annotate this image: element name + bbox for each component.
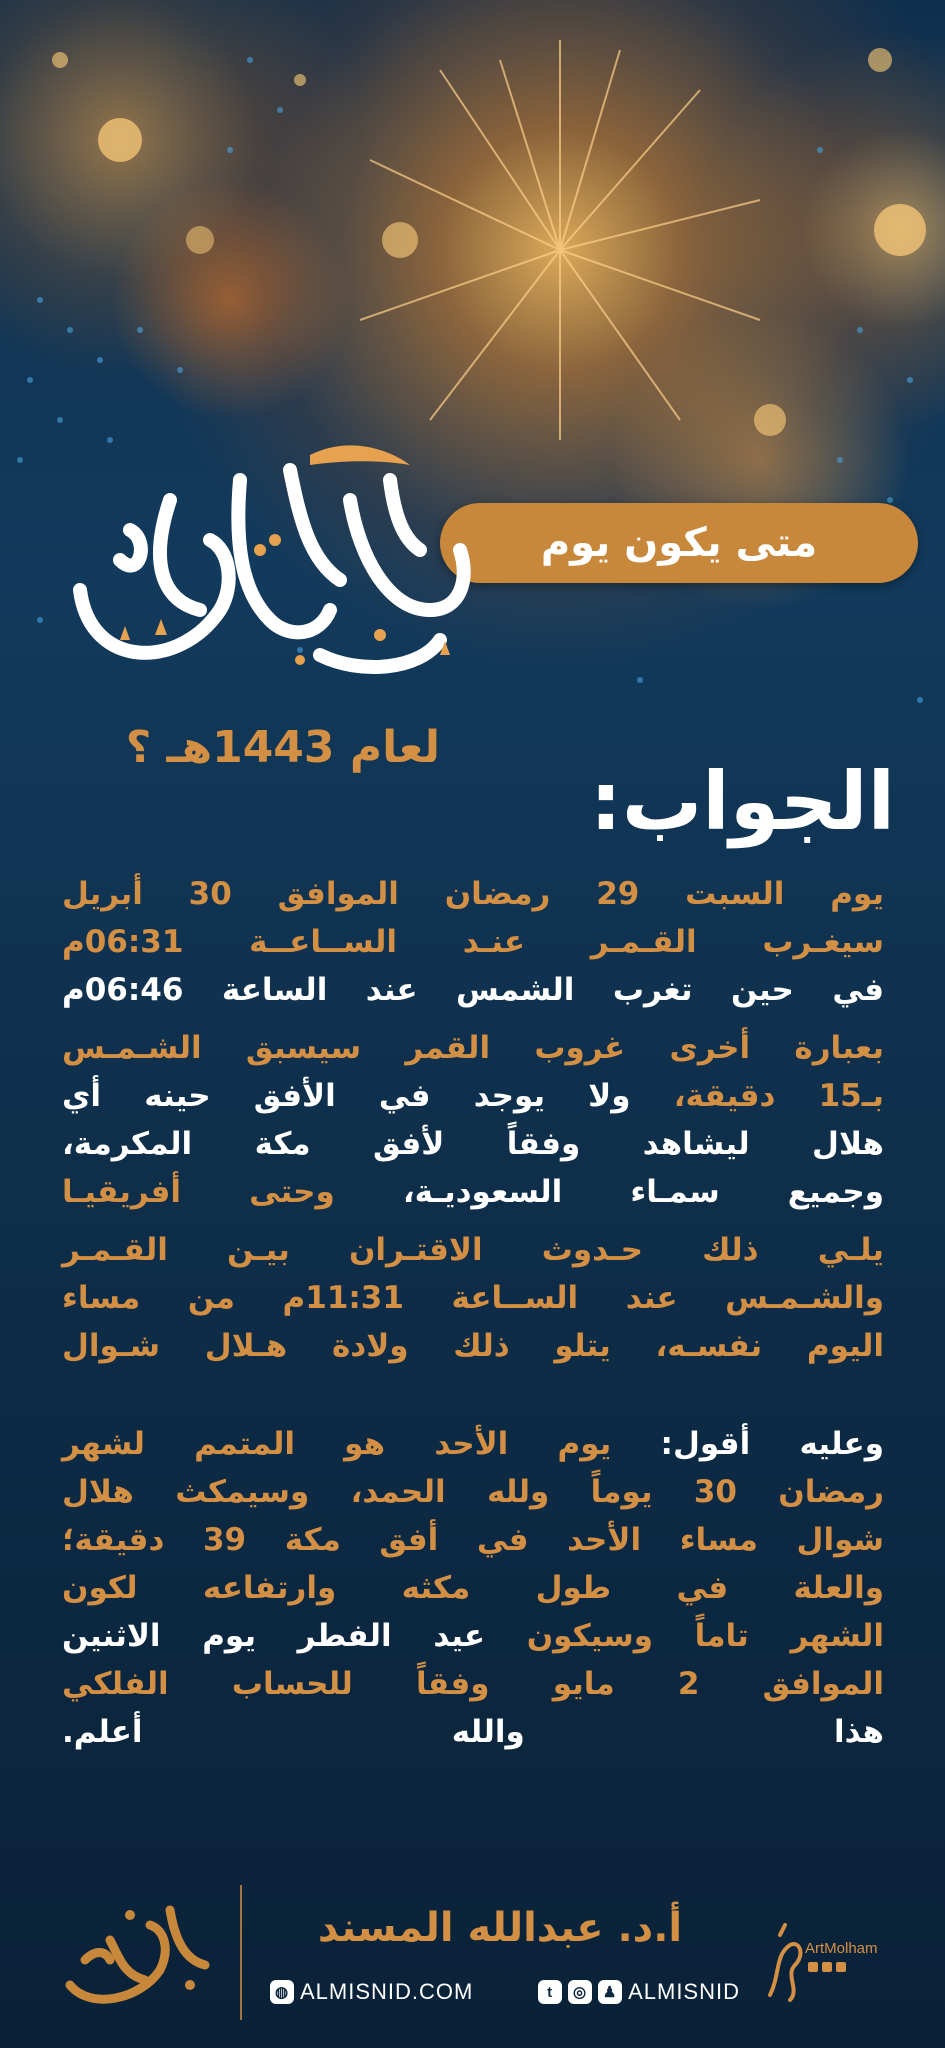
website-link[interactable] — [270, 1979, 473, 2005]
answer-text-segment: وحتى أفريقيـا — [62, 1174, 335, 1210]
answer-line — [62, 1168, 884, 1216]
paragraph-gap — [62, 1014, 884, 1024]
artmolham-social-icons — [808, 1962, 846, 1972]
answer-line — [62, 1226, 884, 1274]
answer-paragraph — [62, 1024, 884, 1216]
instagram-icon — [822, 1962, 832, 1972]
answer-text-segment: الشهر تاماً وسيكون — [485, 1618, 884, 1654]
answer-line — [62, 966, 884, 1014]
twitter-icon — [808, 1962, 818, 1972]
answer-text-segment: عيد الفطر يوم الاثنين — [62, 1618, 486, 1654]
globe-icon: ◍ — [270, 1980, 294, 2004]
instagram-icon: ◎ — [568, 1980, 592, 2004]
artmolham-logo — [760, 1915, 900, 2005]
spark-dots — [52, 48, 926, 436]
subtitle-year: لعام 1443هـ ؟ — [125, 722, 440, 773]
answer-line — [62, 1072, 884, 1120]
answer-text-segment: هلال ليشاهد وفقاً لأفق مكة المكرمة، — [62, 1126, 884, 1162]
paragraph-gap — [62, 1370, 884, 1420]
answer-line — [62, 1322, 884, 1370]
answer-text-segment: بعبارة أخرى غروب القمر سيسبق الشـمـس — [62, 1030, 884, 1066]
title-pill — [440, 503, 918, 583]
answer-text-segment: يوم السبت 29 رمضان الموافق 30 أبريل — [62, 876, 884, 912]
answer-line — [62, 1120, 884, 1168]
answer-body — [62, 870, 884, 1756]
answer-text-segment: بـ15 دقيقة، — [630, 1078, 884, 1114]
handle-text: ALMISNID — [628, 1979, 740, 2004]
author-name: أ.د. عبدالله المسند — [317, 1905, 683, 1951]
answer-text-segment: والعلة في طول مكثه وارتفاعه لكون — [62, 1570, 884, 1606]
social-handle[interactable] — [538, 1979, 740, 2005]
pill-text: متى يكون يوم — [540, 520, 818, 566]
answer-paragraph — [62, 1420, 884, 1756]
answer-text-segment: شوال مساء الأحد في أفق مكة 39 دقيقة؛ — [62, 1522, 884, 1558]
answer-text-segment: هذا والله أعلم. — [62, 1714, 884, 1750]
contact-row — [270, 1975, 740, 2009]
firework-burst — [360, 40, 760, 440]
answer-line — [62, 1612, 884, 1660]
answer-text-segment: في حين تغرب الشمس عند الساعة 06:46م — [62, 972, 884, 1008]
answer-line — [62, 1516, 884, 1564]
answer-text-segment: الموافق 2 مايو وفقاً للحساب الفلكي — [62, 1666, 884, 1702]
answer-paragraph — [62, 966, 884, 1014]
eid-calligraphy-logo — [60, 440, 500, 690]
answer-text-segment: سيغـرب القـمـر عنـد الســاعــة 06:31م — [62, 924, 884, 960]
footer-divider — [240, 1885, 242, 2020]
website-text: ALMISNID.COM — [300, 1979, 474, 2004]
answer-text-segment: رمضان 30 يوماً ولله الحمد، وسيمكث هلال — [62, 1474, 884, 1510]
answer-paragraph — [62, 870, 884, 966]
answer-heading: الجواب: — [589, 755, 895, 848]
twitter-icon: t — [538, 1980, 562, 2004]
answer-line — [62, 1660, 884, 1708]
answer-paragraph — [62, 1226, 884, 1370]
answer-text-segment: ولا يوجد في الأفق حينه أي — [62, 1078, 631, 1114]
answer-line — [62, 870, 884, 918]
answer-line — [62, 918, 884, 966]
answer-text-segment: وجميع سمـاء السعوديـة، — [334, 1174, 884, 1210]
answer-line — [62, 1708, 884, 1756]
answer-line — [62, 1024, 884, 1072]
answer-line — [62, 1564, 884, 1612]
artmolham-brand: ArtMolham — [805, 1940, 878, 1957]
answer-line — [62, 1420, 884, 1468]
answer-text-segment: والشـمـس عند الســاعة 11:31م من مساء — [62, 1280, 885, 1316]
answer-text-segment: اليوم نفسـه، يتلو ذلك ولادة هـلال شـوال — [62, 1328, 884, 1364]
answer-line — [62, 1468, 884, 1516]
answer-text-segment: يلـي ذلك حـدوث الاقتـران بيـن القـمـر — [62, 1232, 884, 1268]
snapchat-icon: ♟ — [598, 1980, 622, 2004]
answer-line — [62, 1274, 884, 1322]
answer-text-segment: وعليه أقول: — [611, 1426, 884, 1462]
paragraph-gap — [62, 1216, 884, 1226]
snapchat-icon — [836, 1962, 846, 1972]
answer-text-segment: يوم الأحد هو المتمم لشهر — [62, 1426, 612, 1462]
sana-yakoon-logo — [50, 1890, 220, 2010]
